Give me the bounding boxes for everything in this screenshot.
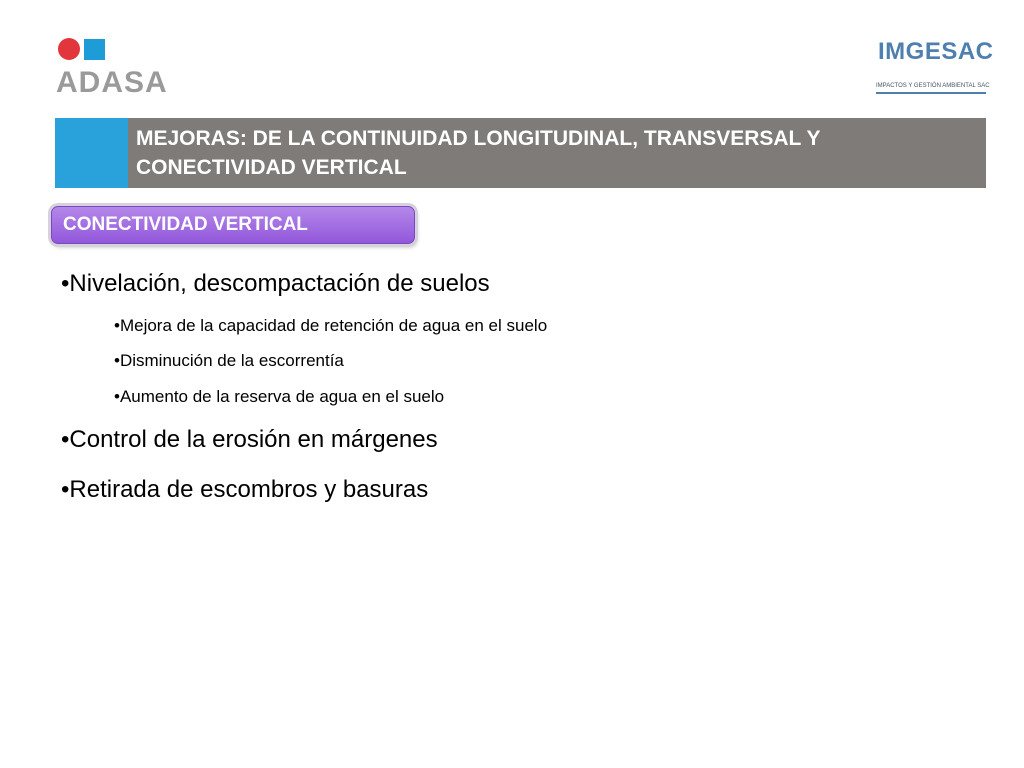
adasa-logo — [56, 36, 186, 100]
sub-bullet-item: •Aumento de la reserva de agua en el suelo — [114, 387, 445, 406]
red-circle-icon — [58, 38, 80, 60]
title-bar — [128, 118, 986, 188]
imgesac-logo — [874, 36, 994, 100]
slide-title: MEJORAS: DE LA CONTINUIDAD LONGITUDINAL, TRANSVERSAL Y CONECTIVIDAD VERTICAL — [136, 127, 821, 179]
bullet-item: •Nivelación, descompactación de suelos — [61, 270, 490, 297]
title-accent-block — [55, 118, 128, 188]
sub-bullet-item: •Disminución de la escorrentía — [114, 351, 344, 370]
bullet-item: •Control de la erosión en márgenes — [61, 426, 438, 453]
section-label: CONECTIVIDAD VERTICAL — [63, 214, 308, 235]
imgesac-logo-rule — [876, 92, 986, 94]
sub-bullet-item: •Mejora de la capacidad de retención de agua en el suelo — [114, 316, 548, 335]
section-label-pill — [51, 206, 415, 244]
imgesac-logo-text: IMGESAC — [878, 38, 994, 65]
imgesac-logo-tagline: IMPACTOS Y GESTIÓN AMBIENTAL SAC — [876, 83, 990, 89]
bullet-item: •Retirada de escombros y basuras — [61, 476, 429, 503]
blue-square-icon — [84, 39, 105, 60]
adasa-logo-text: ADASA — [56, 66, 168, 99]
